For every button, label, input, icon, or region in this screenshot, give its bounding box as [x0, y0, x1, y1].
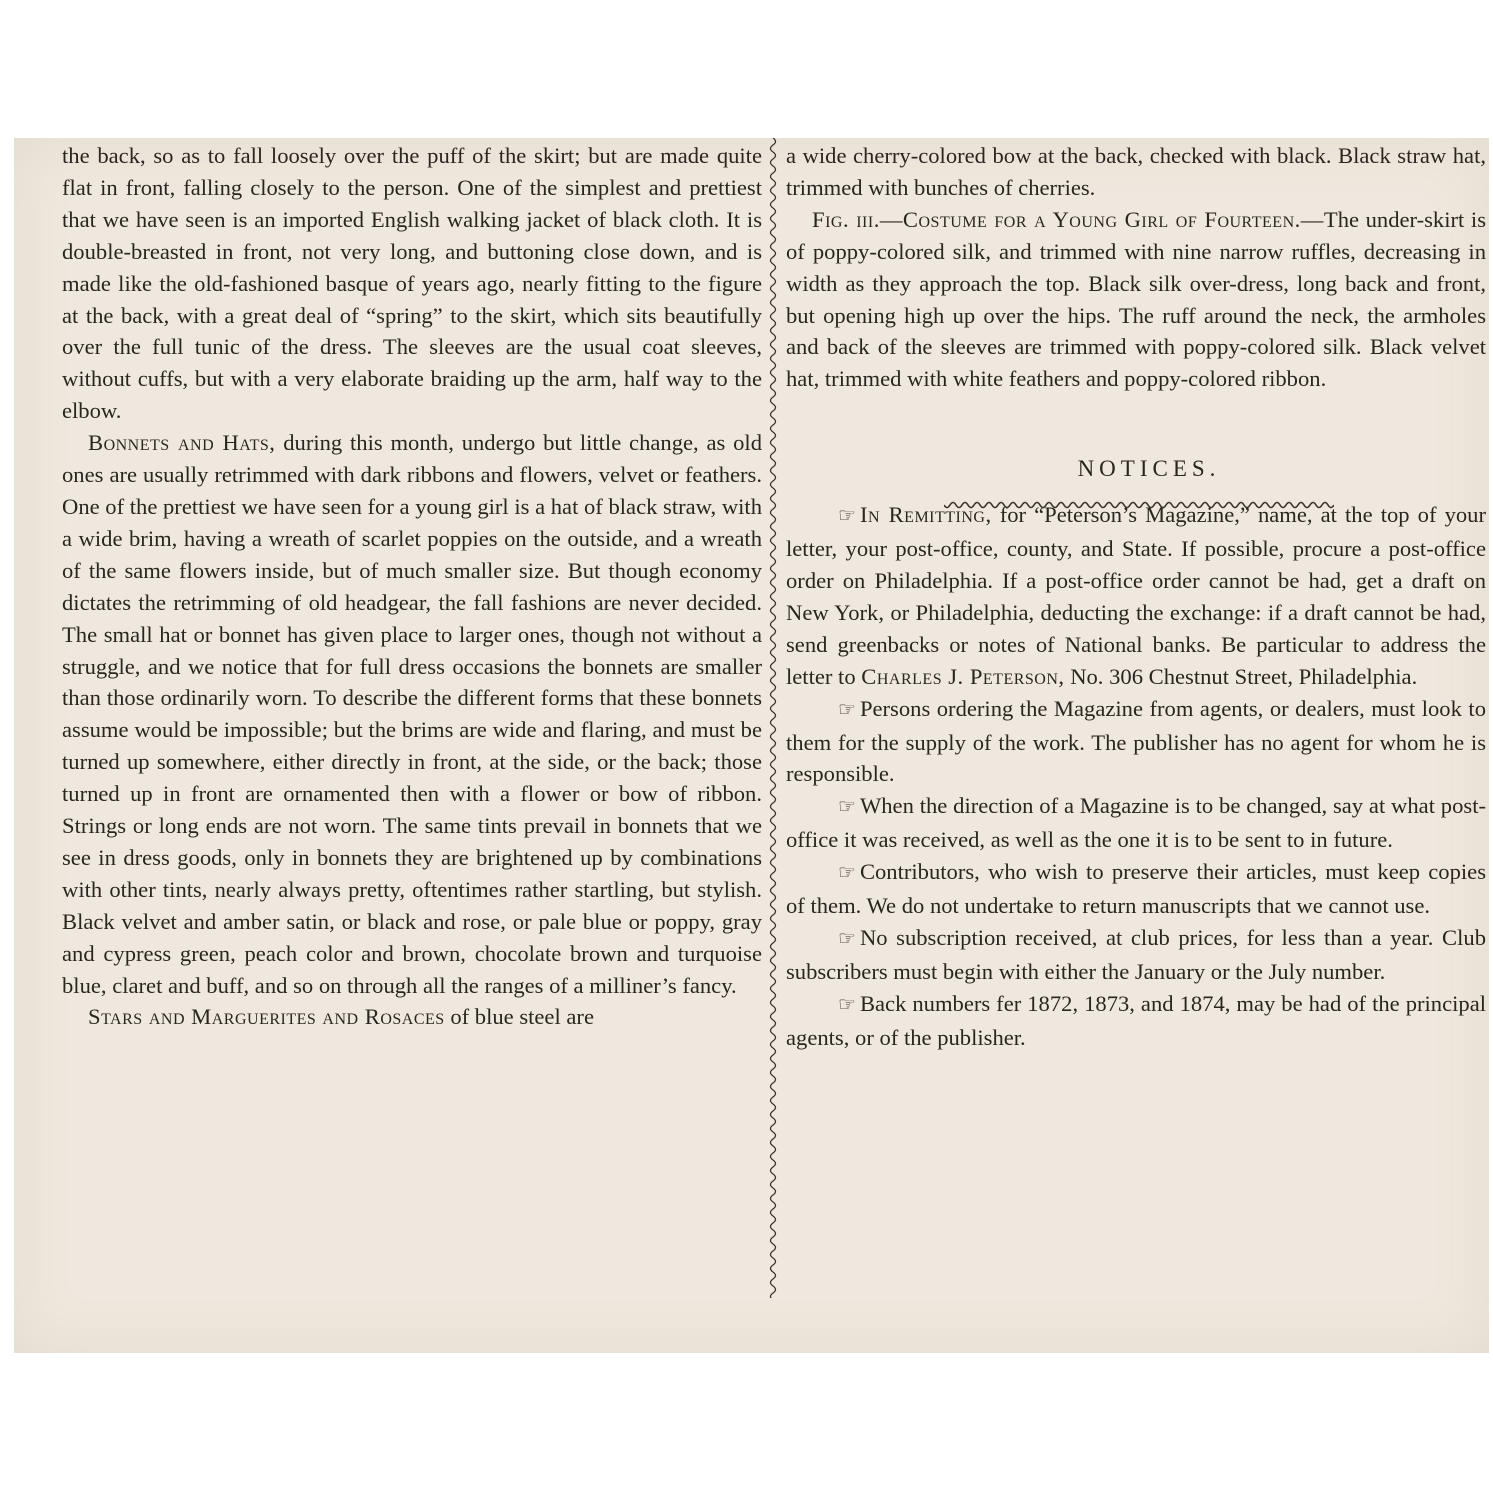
pointing-hand-icon: ☞	[838, 796, 856, 819]
cherry-paragraph: a wide cherry-colored bow at the back, checked with black. Black straw hat, trimmed with bunches of cherries.	[786, 143, 1486, 200]
notices-heading: NOTICES.	[1077, 456, 1221, 482]
fig-iii-lead: Fig. iii.—Costume for a Young Girl of Fourteen.—	[812, 206, 1324, 232]
pointing-hand-icon: ☞	[838, 993, 856, 1016]
notice-remitting	[786, 499, 1486, 692]
agents-text: Persons ordering the Magazine from agents, or dealers, must look to them for the supply of the work. The publisher has no agent for whom he is responsible.	[786, 695, 1486, 787]
remitting-lead: In Remitting,	[859, 502, 992, 528]
notice-back-numbers	[786, 988, 1486, 1054]
back-numbers-text: Back numbers fer 1872, 1873, and 1874, may be had of the principal agents, or of the publisher.	[786, 990, 1486, 1050]
stars-paragraph	[62, 1001, 762, 1033]
remitting-text: for “Peterson’s Magazine,” name, at the top of your letter, your post-office, county, and State. If possible, procure a post-office order on Philadelphia. If a post-office order cannot be had, get a draft on New York, or Philadelphia, deducting the exchange: if a draft cannot be had, send greenbacks or notes of National banks. Be particular to address the letter to	[786, 502, 1486, 689]
bonnets-text: during this month, undergo but little change, as old ones are usually retrimmed with dark ribbons and flowers, velvet or feathers. One of the prettiest we have seen for a young girl is a hat of black straw, with a wide brim, having a wreath of scarlet poppies on the outside, and a wreath of the same flowers inside, but of much smaller size. But though economy dictates the retrimming of old headgear, the fall fashions are never decided. The small hat or bonnet has given place to larger ones, though not without a struggle, and we notice that for full dress occasions the bonnets are smaller than those ordinarily worn. To describe the different forms that these bonnets assume would be impossible; but the brims are wide and flaring, and must be turned up somewhere, either directly in front, at the side, or the back; those turned up in front are ornamented then with a flower or bow of ribbon. Strings or long ends are not worn. The same tints prevail in bonnets that we see in dress goods, only in bonnets they are brightened up by combinations with other tints, nearly always pretty, oftentimes rather startling, but stylish. Black velvet and amber satin, or black and rose, or pale blue or poppy, gray and cypress green, peach color and brown, chocolate brown and turquoise blue, claret and buff, and so on through all the ranges of a milliner’s fancy.	[62, 430, 763, 998]
notice-contributors	[786, 856, 1486, 922]
notice-agents	[786, 693, 1486, 791]
pointing-hand-icon: ☞	[838, 505, 856, 528]
notice-subscription	[786, 922, 1486, 988]
fig-iii-paragraph	[786, 204, 1486, 395]
publisher-name: Charles J. Peterson,	[861, 663, 1065, 689]
pointing-hand-icon: ☞	[838, 927, 856, 950]
left-column	[62, 140, 762, 1033]
pointing-hand-icon: ☞	[838, 862, 856, 885]
stars-text: of blue steel are	[444, 1004, 594, 1030]
bonnets-lead: Bonnets and Hats,	[88, 430, 276, 456]
magazine-page	[14, 138, 1489, 1353]
remitting-tail: No. 306 Chestnut Street, Philadelphia.	[1064, 663, 1418, 689]
notice-direction	[786, 790, 1486, 856]
column-divider	[762, 138, 784, 1298]
pointing-hand-icon: ☞	[838, 698, 856, 721]
bonnets-paragraph	[62, 427, 762, 1001]
stars-lead: Stars and Marguerites and Rosaces	[88, 1004, 445, 1030]
direction-text: When the direction of a Magazine is to be changed, say at what post-office it was received, as well as the one it is to be sent to in future.	[786, 793, 1486, 853]
right-column	[786, 140, 1486, 1054]
subscription-text: No subscription received, at club prices, for less than a year. Club subscribers must begin with either the January or the July number.	[786, 924, 1486, 984]
jacket-paragraph: the back, so as to fall loosely over the puff of the skirt; but are made quite flat in front, falling closely to the person. One of the simplest and prettiest that we have seen is an imported English walking jacket of black cloth. It is double-breasted in front, not very long, and buttoning close down, and is made like the old-fashioned basque of years ago, nearly fitting to the figure at the back, with a great deal of “spring” to the skirt, which sits beautifully over the full tunic of the dress. The sleeves are the usual coat sleeves, without cuffs, but with a very elaborate braiding up the arm, half way to the elbow.	[62, 143, 762, 424]
wavy-ornament-rule	[944, 496, 1334, 514]
contributors-text: Contributors, who wish to preserve their articles, must keep copies of them. We do not undertake to return manuscripts that we cannot use.	[786, 859, 1486, 919]
fig-iii-text: The under-skirt is of poppy-colored silk, and trimmed with nine narrow ruffles, decreasing in width as they approach the top. Black silk over-dress, long back and front, but opening high up over the hips. The ruff around the neck, the armholes and back of the sleeves are trimmed with poppy-colored silk. Black velvet hat, trimmed with white feathers and poppy-colored ribbon.	[786, 206, 1486, 392]
